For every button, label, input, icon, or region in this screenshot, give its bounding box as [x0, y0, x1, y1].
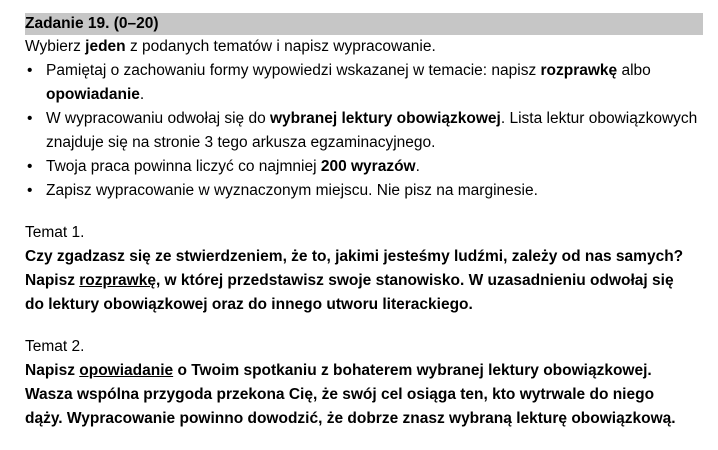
rule-emphasis: rozprawkę: [540, 62, 618, 79]
rule-text: W wypracowaniu odwołaj się do: [46, 110, 270, 127]
rule-text: Twoja praca powinna liczyć co najmniej: [46, 158, 321, 175]
rule-emphasis: wybranej lektury obowiązkowej: [270, 110, 501, 127]
rule-text: Zapisz wypracowanie w wyznaczonym miejscu. Nie pisz na marginesie.: [46, 182, 538, 199]
topic-form-emphasis: opowiadanie: [79, 362, 174, 379]
topic-2-body: [25, 359, 685, 431]
bullet-icon: •: [27, 110, 33, 127]
rule-emphasis: opowiadanie: [46, 86, 140, 103]
bullet-icon: •: [27, 158, 33, 175]
intro-text: Wybierz: [25, 38, 86, 55]
rule-item: [25, 155, 703, 179]
rule-emphasis: 200 wyrazów: [320, 158, 416, 175]
rule-text: albo: [617, 62, 651, 79]
bullet-icon: •: [27, 182, 33, 199]
rule-text: .: [139, 86, 145, 103]
topic-form-emphasis: rozprawkę: [79, 272, 156, 289]
task-intro: [25, 35, 703, 59]
intro-text-end: z podanych tematów i napisz wypracowanie.: [125, 38, 436, 55]
spacer: [25, 203, 703, 221]
spacer: [25, 317, 703, 335]
rules-list: [25, 59, 703, 203]
topic-1-body: [25, 245, 685, 317]
topic-text: , w której przedstawisz swoje stanowisko. W uzasadnieniu odwołaj się do lektury obowiązkowej oraz do innego utworu literackiego.: [25, 272, 674, 313]
rule-text: . Lista lektur obowiązkowych znajduje się na stronie 3 tego arkusza egzaminacyjnego.: [46, 110, 698, 151]
intro-emphasis: jeden: [85, 38, 126, 55]
topic-text: o Twoim spotkaniu z bohaterem wybranej lektury obowiązkowej. Wasza wspólna przygoda przekona Cię, że swój cel osiąga ten, kto wytrwale do niego dąży. Wypracowanie powinno dowodzić, że dobrze znasz wybraną lekturę obowiązkową.: [25, 362, 676, 427]
topic-1-label: Temat 1.: [25, 224, 85, 241]
topic-2-label: Temat 2.: [25, 338, 85, 355]
rule-item: [25, 107, 703, 155]
rule-text: .: [415, 158, 420, 175]
rule-text: Pamiętaj o zachowaniu formy wypowiedzi wskazanej w temacie: napisz: [46, 62, 541, 79]
topic-text: Napisz: [25, 362, 80, 379]
topic-text: Czy zgadzasz się ze stwierdzeniem, że to, jakimi jesteśmy ludźmi, zależy od nas samych? Napisz: [25, 248, 684, 289]
rule-item: [25, 59, 703, 107]
task-header: Zadanie 19. (0–20): [25, 13, 703, 35]
exam-task: [25, 13, 703, 431]
bullet-icon: •: [27, 62, 33, 79]
rule-item: [25, 179, 703, 203]
